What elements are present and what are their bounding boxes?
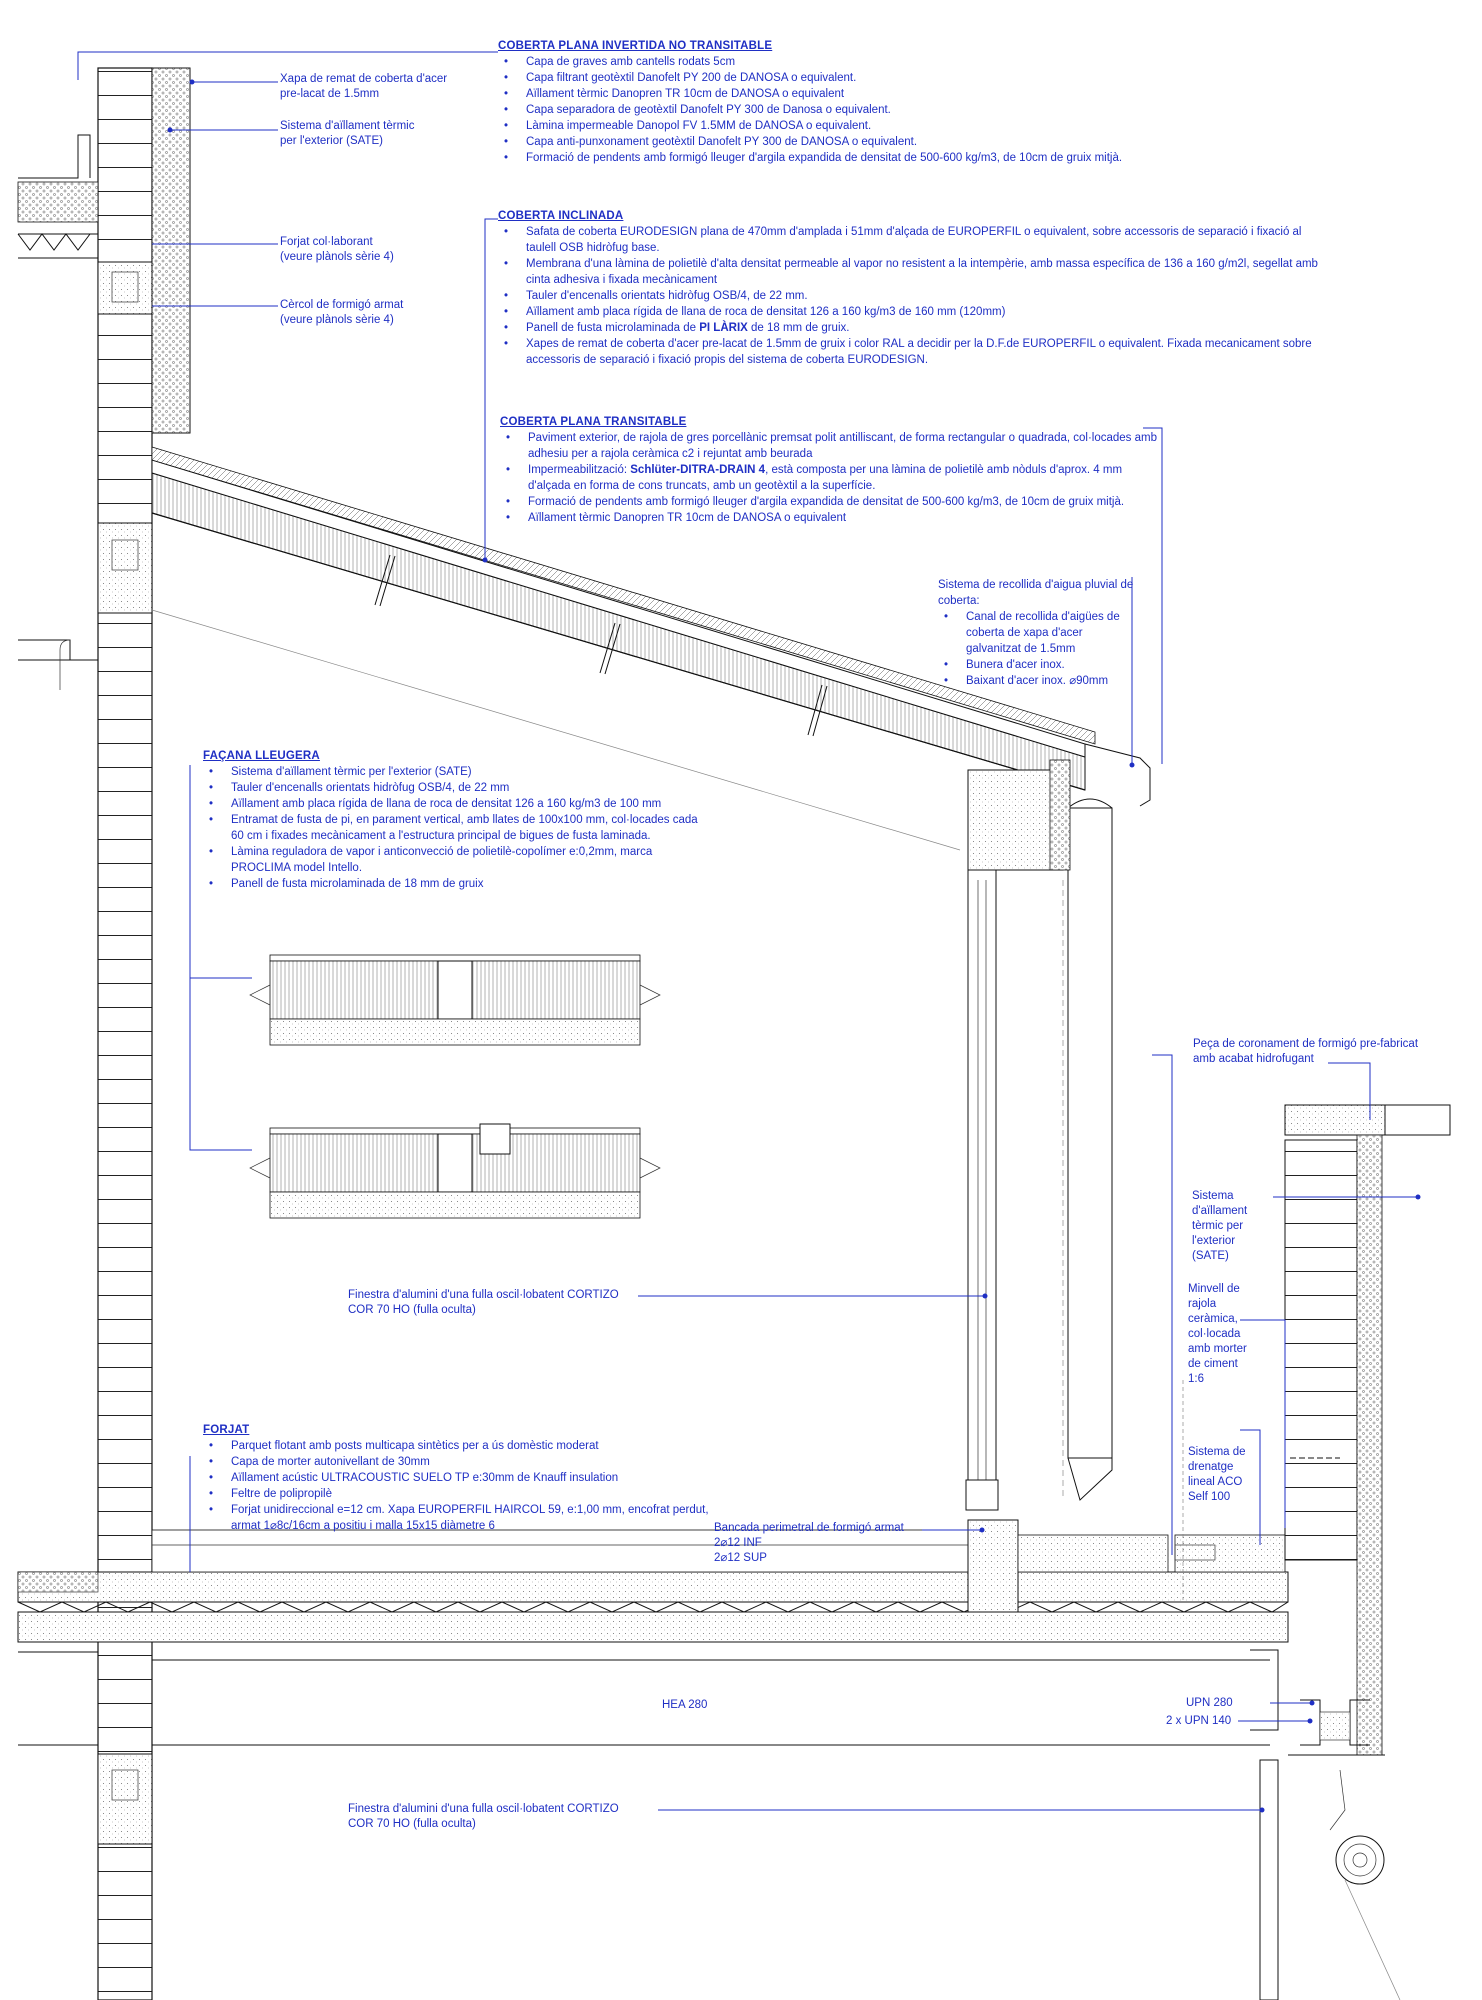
facade-title: FAÇANA LLEUGERA — [203, 750, 320, 762]
window-label: Finestra d'alumini d'una fulla oscil·lobatent CORTIZO COR 70 HO (fulla oculta) — [348, 1289, 619, 1316]
facade-item: • Tauler d'encenalls orientats hidròfug OSB/4, de 22 mm — [231, 780, 713, 796]
hea-label: HEA 280 — [662, 1699, 708, 1711]
floor-item: • Parquet flotant amb posts multicapa sintètics per a ús domèstic moderat — [231, 1438, 723, 1454]
floor-title: FORJAT — [203, 1424, 250, 1436]
sate-right-label: Sistema d'aïllament tèrmic per l'exterior (SATE) — [1192, 1190, 1248, 1262]
floor-item: • Forjat unidireccional e=12 cm. Xapa EUROPERFIL HAIRCOL 59, e:1,00 mm, encofrat perdut, armat 1⌀8c/16cm a positiu i malla 15x15 diàmetre 6 — [231, 1502, 723, 1534]
floor-item: • Feltre de polipropilè — [231, 1486, 723, 1502]
drain-label: Sistema de drenatge lineal ACO Self 100 — [1188, 1446, 1246, 1503]
walkable-roof-item: • Formació de pendents amb formigó lleuger d'argila expandida de densitat de 500-600 kg/m3, de 10cm de gruix mitjà. — [528, 494, 1160, 510]
sate-label: Sistema d'aïllament tèrmic per l'exterior (SATE) — [280, 120, 415, 147]
walkable-roof-note — [500, 414, 1160, 526]
inverted-roof-item: • Capa de graves amb cantells rodats 5cm — [526, 54, 1258, 70]
pitched-roof-item: • Xapes de remat de coberta d'acer pre-lacat de 1.5mm de gruix i color RAL a decidir per la D.F.de EUROPERFIL o equivalent. Fixada mecanicament sobre accessoris de separació i fixació propis del sistema de coberta EURODESIGN. — [526, 336, 1318, 368]
upn280-label: UPN 280 — [1186, 1697, 1233, 1709]
rainwater-intro: Sistema de recollida d'aigua pluvial de coberta: — [938, 579, 1134, 607]
inverted-roof-item: • Capa separadora de geotèxtil Danofelt PY 300 de Danosa o equivalent. — [526, 102, 1258, 118]
bench-label: Bancada perimetral de formigó armat 2⌀12 INF 2⌀12 SUP — [714, 1522, 904, 1564]
sill-label: Minvell de rajola ceràmica, col·locada amb morter de ciment 1:6 — [1188, 1283, 1247, 1385]
pitched-roof-item: • Panell de fusta microlaminada de PI LÀRIX de 18 mm de gruix. — [526, 320, 1318, 336]
walkable-roof-title: COBERTA PLANA TRANSITABLE — [500, 416, 687, 428]
floor-note — [203, 1422, 723, 1534]
walkable-roof-item: • Impermeabilització: Schlüter-DITRA-DRAIN 4, està composta per una làmina de polietilè amb nòduls d'aprox. 4 mm d'alçada en forma de cons truncats, amb un geotèxtil a la superfície. — [528, 462, 1160, 494]
facade-note — [203, 748, 713, 892]
pitched-roof-item: • Aïllament amb placa rígida de llana de roca de densitat 126 a 160 kg/m3 de 160 mm (120mm) — [526, 304, 1318, 320]
inverted-roof-item: • Capa filtrant geotèxtil Danofelt PY 200 de DANOSA o equivalent. — [526, 70, 1258, 86]
pitched-roof-title: COBERTA INCLINADA — [498, 210, 624, 222]
facade-item: • Entramat de fusta de pi, en parament vertical, amb llates de 100x100 mm, col·locades cada 60 cm i fixades mecànicament a l'estructura principal de bigues de fusta laminada. — [231, 812, 713, 844]
facade-detail-1 — [250, 955, 660, 1045]
facade-detail-2 — [250, 1124, 660, 1218]
facade-item: • Sistema d'aïllament tèrmic per l'exterior (SATE) — [231, 764, 713, 780]
pitched-roof-item: • Safata de coberta EURODESIGN plana de 470mm d'amplada i 51mm d'alçada de EUROPERFIL o equivalent, sobre accessoris de separació i fixació al taulell OSB hidròfug base. — [526, 224, 1318, 256]
walkable-roof-item: • Aïllament tèrmic Danopren TR 10cm de DANOSA o equivalent — [528, 510, 1160, 526]
coping-label: Peça de coronament de formigó pre-fabricat amb acabat hidrofugant — [1193, 1038, 1419, 1065]
inverted-roof-item: • Làmina impermeable Danopol FV 1.5MM de DANOSA o equivalent. — [526, 118, 1258, 134]
pitched-roof-item: • Tauler d'encenalls orientats hidròfug OSB/4, de 22 mm. — [526, 288, 1318, 304]
pitched-roof-item: • Membrana d'una làmina de polietilè d'alta densitat permeable al vapor no resistent a la intempèrie, amb massa específica de 136 a 160 g/m2l, segellat amb cinta adhesiva i fixada mecànicament — [526, 256, 1318, 288]
inverted-roof-item: • Capa anti-punxonament geotèxtil Danofelt PY 300 de DANOSA o equivalent. — [526, 134, 1258, 150]
facade-item: • Panell de fusta microlaminada de 18 mm de gruix — [231, 876, 713, 892]
slab-label: Forjat col·laborant (veure plànols sèrie 4) — [280, 236, 394, 263]
rainwater-item: • Canal de recollida d'aigües de coberta de xapa d'acer galvanitzat de 1.5mm — [966, 609, 1138, 657]
floor-item: • Capa de morter autonivellant de 30mm — [231, 1454, 723, 1470]
rainwater-item: • Baixant d'acer inox. ⌀90mm — [966, 673, 1138, 689]
inverted-roof-item: • Aïllament tèrmic Danopren TR 10cm de DANOSA o equivalent — [526, 86, 1258, 102]
ring-beam-label: Cèrcol de formigó armat (veure plànols sèrie 4) — [280, 299, 404, 326]
inverted-roof-item: • Formació de pendents amb formigó lleuger d'argila expandida de densitat de 500-600 kg/m3, de 10cm de gruix mitjà. — [526, 150, 1258, 166]
rainwater-item: • Bunera d'acer inox. — [966, 657, 1138, 673]
upn140-label: 2 x UPN 140 — [1166, 1715, 1232, 1727]
facade-item: • Aïllament amb placa rígida de llana de roca de densitat 126 a 160 kg/m3 de 100 mm — [231, 796, 713, 812]
window-label-bottom: Finestra d'alumini d'una fulla oscil·lobatent CORTIZO COR 70 HO (fulla oculta) — [348, 1803, 619, 1830]
inverted-roof-note — [498, 38, 1258, 166]
left-brick-wall — [98, 68, 152, 2000]
pitched-roof-note — [498, 208, 1318, 368]
floor-item: • Aïllament acústic ULTRACOUSTIC SUELO TP e:30mm de Knauff insulation — [231, 1470, 723, 1486]
rainwater-note — [938, 577, 1138, 689]
inverted-roof-title: COBERTA PLANA INVERTIDA NO TRANSITABLE — [498, 40, 773, 52]
walkable-roof-item: • Paviment exterior, de rajola de gres porcellànic premsat polit antilliscant, de forma rectangular o quadrada, col·locades amb adhesiu per a rajola ceràmica c2 i rejuntat amb beurada — [528, 430, 1160, 462]
flashing-label: Xapa de remat de coberta d'acer pre-lacat de 1.5mm — [280, 73, 448, 100]
facade-item: • Làmina reguladora de vapor i anticonvecció de polietilè-copolímer e:0,2mm, marca PROCLIMA model Intello. — [231, 844, 713, 876]
